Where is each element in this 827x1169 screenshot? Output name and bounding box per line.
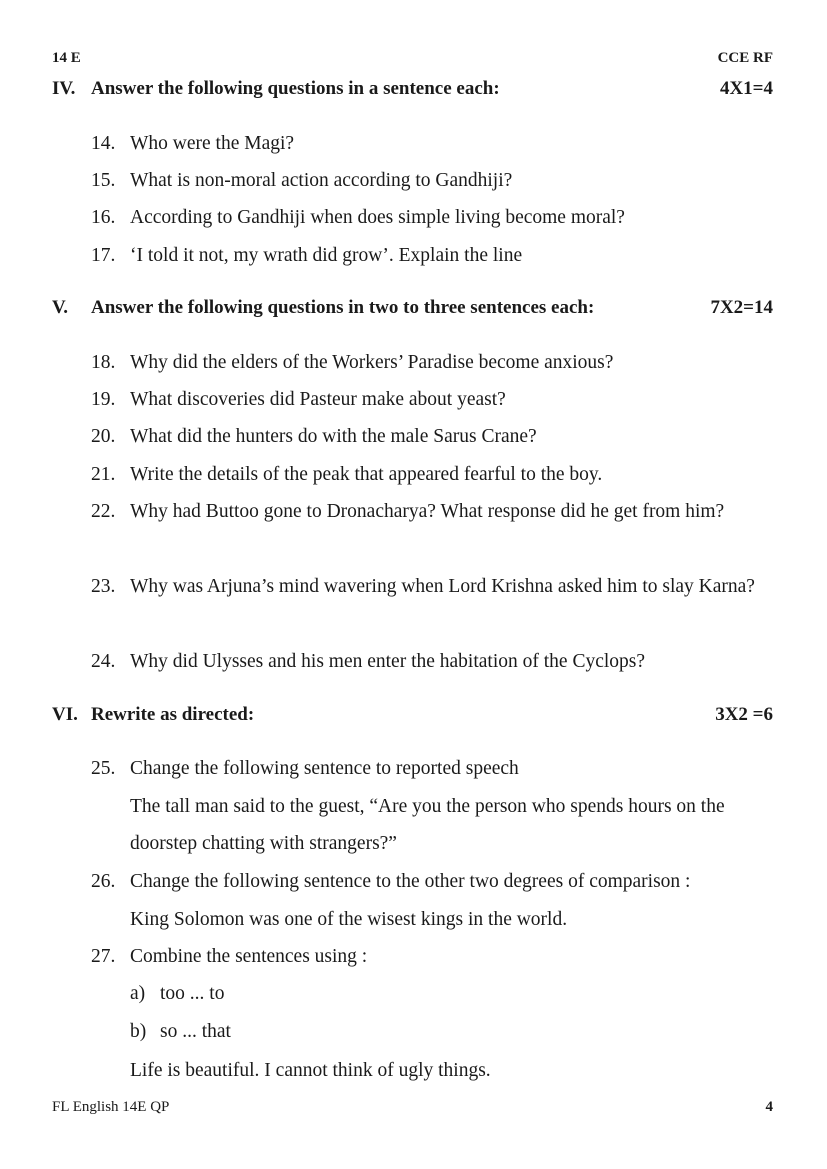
option-label: b) xyxy=(130,1021,147,1042)
question-21 xyxy=(91,456,781,494)
question-text: Write the details of the peak that appeared fearful to the boy. xyxy=(130,464,603,485)
question-text: What discoveries did Pasteur make about yeast? xyxy=(130,389,506,410)
section-title: Rewrite as directed: xyxy=(91,704,255,725)
question-text: Why was Arjuna’s mind wavering when Lord Krishna asked him to slay Karna? xyxy=(130,576,755,597)
question-number: 18. xyxy=(91,352,116,373)
option-a xyxy=(130,983,224,1005)
question-sentence: The tall man said to the guest, “Are you the person who spends hours on the doorstep chatting with strangers?” xyxy=(130,795,725,854)
question-number: 19. xyxy=(91,389,116,410)
question-15 xyxy=(91,162,781,200)
question-text: Why did the elders of the Workers’ Paradise become anxious? xyxy=(130,352,614,373)
page-number: 4 xyxy=(765,1099,773,1115)
question-19 xyxy=(91,381,781,419)
question-number: 21. xyxy=(91,464,116,485)
header-code: 14 E xyxy=(52,50,81,66)
footer-title: FL English 14E QP xyxy=(52,1099,170,1115)
question-number: 22. xyxy=(91,501,116,522)
question-20 xyxy=(91,418,781,456)
section-number: IV. xyxy=(52,78,76,99)
question-sentence: Life is beautiful. I cannot think of ugly things. xyxy=(130,1060,491,1081)
question-number: 16. xyxy=(91,207,116,228)
question-25 xyxy=(91,750,781,863)
option-label: a) xyxy=(130,983,146,1004)
question-27-sentence xyxy=(130,1060,491,1082)
question-number: 20. xyxy=(91,426,116,447)
section-marks: 3X2 =6 xyxy=(715,704,773,725)
question-sentence: King Solomon was one of the wisest kings in the world. xyxy=(130,908,568,930)
question-18 xyxy=(91,344,781,382)
question-text: According to Gandhiji when does simple living become moral? xyxy=(130,207,625,228)
question-text: ‘I told it not, my wrath did grow’. Explain the line xyxy=(130,245,523,266)
question-text: What did the hunters do with the male Sarus Crane? xyxy=(130,426,537,447)
question-number: 27. xyxy=(91,946,116,967)
question-text: Combine the sentences using : xyxy=(130,946,368,967)
section-number: VI. xyxy=(52,704,78,725)
section-title: Answer the following questions in two to three sentences each: xyxy=(91,297,595,318)
question-number: 15. xyxy=(91,170,116,191)
question-number: 23. xyxy=(91,576,116,597)
question-26 xyxy=(91,863,781,938)
question-24 xyxy=(91,643,781,681)
question-text: Change the following sentence to the other two degrees of comparison : xyxy=(130,871,691,892)
question-number: 17. xyxy=(91,245,116,266)
question-number: 26. xyxy=(91,871,116,892)
section-marks: 7X2=14 xyxy=(710,297,773,318)
question-text: Why had Buttoo gone to Dronacharya? What response did he get from him? xyxy=(130,501,725,522)
question-22 xyxy=(91,493,781,531)
question-text: Who were the Magi? xyxy=(130,133,295,154)
header-syllabus: CCE RF xyxy=(717,50,773,66)
option-b xyxy=(130,1021,231,1043)
question-27 xyxy=(91,938,781,976)
option-text: so ... that xyxy=(160,1021,231,1042)
section-marks: 4X1=4 xyxy=(719,78,773,99)
question-number: 25. xyxy=(91,758,116,779)
question-text: What is non-moral action according to Gandhiji? xyxy=(130,170,513,191)
section-number: V. xyxy=(52,297,69,318)
question-text: Change the following sentence to reported speech xyxy=(130,758,519,779)
question-23 xyxy=(91,568,781,606)
question-17 xyxy=(91,237,781,275)
option-text: too ... to xyxy=(160,983,225,1004)
question-text: Why did Ulysses and his men enter the habitation of the Cyclops? xyxy=(130,651,646,672)
question-number: 24. xyxy=(91,651,116,672)
section-title: Answer the following questions in a sentence each: xyxy=(91,78,500,99)
question-14 xyxy=(91,125,781,163)
question-number: 14. xyxy=(91,133,116,154)
question-16 xyxy=(91,199,781,237)
